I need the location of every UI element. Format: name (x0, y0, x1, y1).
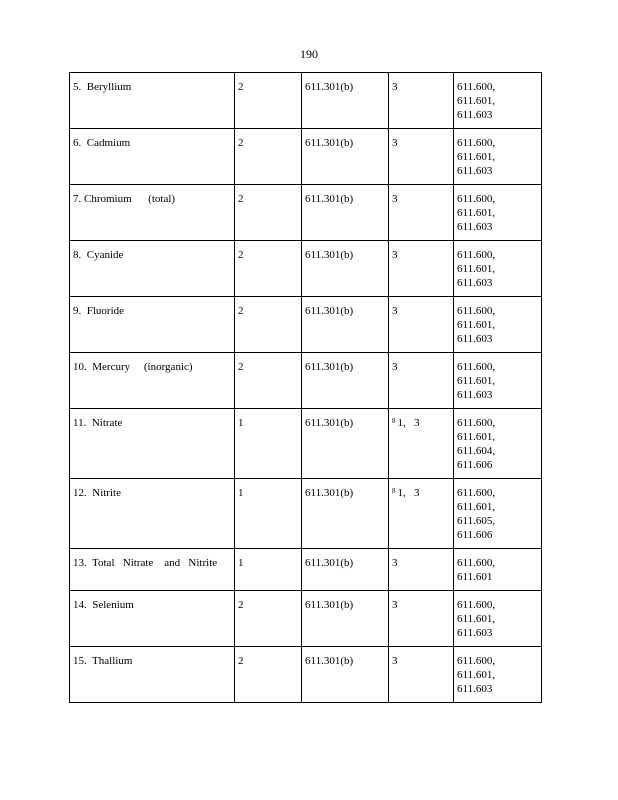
references-cell (454, 409, 542, 479)
section-cell (302, 297, 389, 353)
table-row (70, 591, 542, 647)
table-row (70, 409, 542, 479)
reference-line: 611.605, (457, 515, 496, 527)
reference-line: 611.603 (457, 109, 493, 121)
group-cell (235, 479, 302, 549)
reference-line: 611.601, (457, 319, 496, 331)
reference-line: 611.601 (457, 571, 493, 583)
references-cell (454, 647, 542, 703)
reference-line: 611.601, (457, 669, 496, 681)
group-value: 2 (238, 305, 244, 317)
contaminant-name-cell (70, 129, 235, 185)
group-value: 1 (238, 557, 244, 569)
contaminant-name: 8. Cyanide (73, 249, 124, 261)
section-reference: 611.301(b) (305, 487, 354, 499)
contaminant-name-cell (70, 549, 235, 591)
section-reference: 611.301(b) (305, 599, 354, 611)
notes-cell (389, 647, 454, 703)
contaminant-name-cell (70, 185, 235, 241)
references-cell (454, 297, 542, 353)
footnote-marker: 8 (392, 417, 396, 425)
group-cell (235, 549, 302, 591)
notes-cell (389, 353, 454, 409)
section-cell (302, 591, 389, 647)
section-cell (302, 185, 389, 241)
contaminant-name-cell (70, 353, 235, 409)
contaminant-name: 5. Beryllium (73, 81, 132, 93)
notes-value: 3 (392, 361, 398, 373)
reference-line: 611.603 (457, 277, 493, 289)
table-row (70, 297, 542, 353)
notes-cell (389, 549, 454, 591)
group-value: 2 (238, 193, 244, 205)
contaminant-name-cell (70, 241, 235, 297)
contaminant-name-cell (70, 73, 235, 129)
reference-line: 611.600, (457, 193, 496, 205)
table-row (70, 185, 542, 241)
page-number: 190 (300, 47, 318, 61)
reference-line: 611.600, (457, 305, 496, 317)
notes-value: 3 (392, 81, 398, 93)
notes-cell (389, 129, 454, 185)
reference-line: 611.604, (457, 445, 496, 457)
group-cell (235, 353, 302, 409)
notes-cell (389, 297, 454, 353)
references-cell (454, 241, 542, 297)
section-cell (302, 409, 389, 479)
footnote-marker: 8 (392, 487, 396, 495)
group-cell (235, 409, 302, 479)
table-row (70, 129, 542, 185)
contaminant-name: 15. Thallium (73, 655, 133, 667)
contaminant-table (69, 72, 542, 703)
section-reference: 611.301(b) (305, 305, 354, 317)
table-body (70, 73, 542, 703)
references-cell (454, 73, 542, 129)
reference-line: 611.601, (457, 207, 496, 219)
group-cell (235, 185, 302, 241)
group-value: 1 (238, 487, 244, 499)
section-reference: 611.301(b) (305, 193, 354, 205)
notes-value: 3 (392, 599, 398, 611)
references-cell (454, 591, 542, 647)
section-reference: 611.301(b) (305, 137, 354, 149)
section-cell (302, 241, 389, 297)
group-value: 2 (238, 361, 244, 373)
table-row (70, 479, 542, 549)
table-row (70, 353, 542, 409)
section-cell (302, 647, 389, 703)
contaminant-name: 6. Cadmium (73, 137, 131, 149)
section-reference: 611.301(b) (305, 557, 354, 569)
reference-line: 611.603 (457, 333, 493, 345)
references-cell (454, 353, 542, 409)
section-reference: 611.301(b) (305, 249, 354, 261)
references-cell (454, 479, 542, 549)
table-row (70, 241, 542, 297)
notes-cell (389, 479, 454, 549)
reference-line: 611.603 (457, 165, 493, 177)
reference-line: 611.600, (457, 599, 496, 611)
notes-cell (389, 73, 454, 129)
group-cell (235, 73, 302, 129)
contaminant-name-cell (70, 409, 235, 479)
section-reference: 611.301(b) (305, 655, 354, 667)
reference-line: 611.600, (457, 557, 496, 569)
notes-value: 1, 3 (397, 417, 420, 429)
contaminant-name: 9. Fluoride (73, 305, 125, 317)
group-value: 1 (238, 417, 244, 429)
notes-value: 1, 3 (397, 487, 420, 499)
reference-line: 611.601, (457, 263, 496, 275)
section-reference: 611.301(b) (305, 361, 354, 373)
reference-line: 611.600, (457, 655, 496, 667)
reference-line: 611.601, (457, 501, 496, 513)
reference-line: 611.600, (457, 361, 496, 373)
section-reference: 611.301(b) (305, 417, 354, 429)
reference-line: 611.601, (457, 613, 496, 625)
notes-value: 3 (392, 655, 398, 667)
group-cell (235, 647, 302, 703)
reference-line: 611.603 (457, 389, 493, 401)
group-value: 2 (238, 137, 244, 149)
group-cell (235, 241, 302, 297)
contaminant-name: 14. Selenium (73, 599, 134, 611)
section-cell (302, 549, 389, 591)
reference-line: 611.601, (457, 95, 496, 107)
references-cell (454, 129, 542, 185)
reference-line: 611.600, (457, 417, 496, 429)
section-cell (302, 479, 389, 549)
section-cell (302, 73, 389, 129)
section-cell (302, 129, 389, 185)
reference-line: 611.603 (457, 221, 493, 233)
group-value: 2 (238, 599, 244, 611)
notes-value: 3 (392, 137, 398, 149)
contaminant-name: 11. Nitrate (73, 417, 123, 429)
contaminant-name: 13. Total Nitrate and Nitrite (73, 557, 218, 569)
reference-line: 611.600, (457, 487, 496, 499)
reference-line: 611.601, (457, 375, 496, 387)
contaminant-name-cell (70, 297, 235, 353)
notes-value: 3 (392, 557, 398, 569)
reference-line: 611.606 (457, 459, 493, 471)
group-value: 2 (238, 81, 244, 93)
group-value: 2 (238, 249, 244, 261)
group-cell (235, 297, 302, 353)
reference-line: 611.600, (457, 137, 496, 149)
reference-line: 611.606 (457, 529, 493, 541)
notes-cell (389, 409, 454, 479)
references-cell (454, 549, 542, 591)
group-cell (235, 591, 302, 647)
contaminant-name: 7. Chromium (total) (73, 193, 176, 205)
notes-value: 3 (392, 305, 398, 317)
notes-value: 3 (392, 249, 398, 261)
table-row (70, 647, 542, 703)
table-row (70, 549, 542, 591)
contaminant-name-cell (70, 591, 235, 647)
reference-line: 611.601, (457, 431, 496, 443)
reference-line: 611.603 (457, 683, 493, 695)
group-cell (235, 129, 302, 185)
table-row (70, 73, 542, 129)
contaminant-name: 10. Mercury (inorganic) (73, 361, 193, 373)
notes-cell (389, 185, 454, 241)
reference-line: 611.603 (457, 627, 493, 639)
notes-cell (389, 241, 454, 297)
notes-cell (389, 591, 454, 647)
notes-value: 3 (392, 193, 398, 205)
section-cell (302, 353, 389, 409)
section-reference: 611.301(b) (305, 81, 354, 93)
reference-line: 611.601, (457, 151, 496, 163)
contaminant-name: 12. Nitrite (73, 487, 121, 499)
reference-line: 611.600, (457, 249, 496, 261)
group-value: 2 (238, 655, 244, 667)
contaminant-name-cell (70, 479, 235, 549)
references-cell (454, 185, 542, 241)
reference-line: 611.600, (457, 81, 496, 93)
contaminant-name-cell (70, 647, 235, 703)
